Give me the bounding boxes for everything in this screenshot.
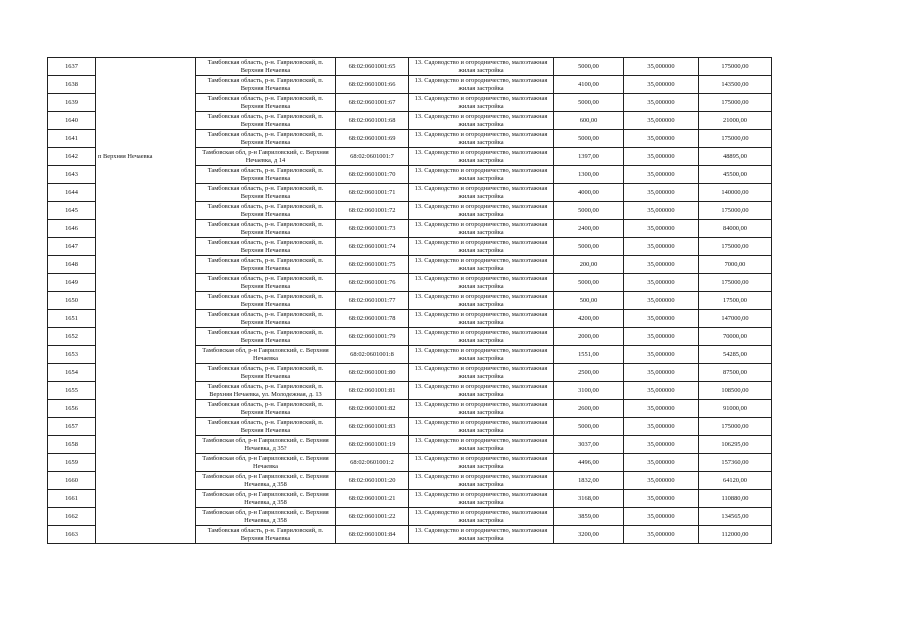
address-cell: Тамбовская область, р-н. Гавриловский, п. Верхняя Нечаевка [196,256,336,274]
area-cell: 2400,00 [554,220,624,238]
address-cell: Тамбовская обл, р-н Гавриловский, с. Верхняя Нечаевка, д 358 [196,508,336,526]
cadastral-number-cell: 68:02:0601001:76 [336,274,409,292]
cadastral-value-cell: 147000,00 [699,310,772,328]
rate-cell: 35,000000 [624,94,699,112]
locality-cell [96,400,196,418]
locality-cell [96,436,196,454]
cadastral-number-cell: 68:02:0601001:2 [336,454,409,472]
area-cell: 4200,00 [554,310,624,328]
land-use-cell: 13. Садоводство и огородничество, малоэтажная жилая застройка [409,526,554,544]
cadastral-number-cell: 68:02:0601001:72 [336,202,409,220]
land-value-table [47,57,772,544]
row-number: 1661 [48,490,96,508]
address-cell: Тамбовская область, р-н. Гавриловский, п. Верхняя Нечаевка [196,202,336,220]
address-cell: Тамбовская область, р-н. Гавриловский, п. Верхняя Нечаевка [196,130,336,148]
cadastral-number-cell: 68:02:0601001:66 [336,76,409,94]
row-number: 1648 [48,256,96,274]
locality-cell [96,508,196,526]
cadastral-value-cell: 175000,00 [699,274,772,292]
locality-cell [96,310,196,328]
table-row [48,202,772,220]
cadastral-value-cell: 175000,00 [699,130,772,148]
table-row [48,58,772,76]
address-cell: Тамбовская область, р-н. Гавриловский, п. Верхняя Нечаевка [196,274,336,292]
address-cell: Тамбовская область, р-н. Гавриловский, п. Верхняя Нечаевка, ул. Молодежная, д. 13 [196,382,336,400]
cadastral-value-cell: 17500,00 [699,292,772,310]
area-cell: 2000,00 [554,328,624,346]
row-number: 1650 [48,292,96,310]
row-number: 1658 [48,436,96,454]
land-use-cell: 13. Садоводство и огородничество, малоэтажная жилая застройка [409,58,554,76]
address-cell: Тамбовская обл, р-н Гавриловский, с. Верхняя Нечаевка, д 358 [196,472,336,490]
land-use-cell: 13. Садоводство и огородничество, малоэтажная жилая застройка [409,436,554,454]
cadastral-number-cell: 68:02:0601001:77 [336,292,409,310]
table-row [48,274,772,292]
locality-cell [96,166,196,184]
row-number: 1660 [48,472,96,490]
locality-cell [96,112,196,130]
land-use-cell: 13. Садоводство и огородничество, малоэтажная жилая застройка [409,418,554,436]
table-row [48,418,772,436]
area-cell: 2500,00 [554,364,624,382]
locality-cell [96,202,196,220]
address-cell: Тамбовская область, р-н. Гавриловский, п. Верхняя Нечаевка [196,238,336,256]
cadastral-value-cell: 108500,00 [699,382,772,400]
area-cell: 5000,00 [554,238,624,256]
row-number: 1656 [48,400,96,418]
table-row [48,220,772,238]
cadastral-number-cell: 68:02:0601001:21 [336,490,409,508]
address-cell: Тамбовская область, р-н. Гавриловский, п. Верхняя Нечаевка [196,58,336,76]
area-cell: 5000,00 [554,94,624,112]
area-cell: 500,00 [554,292,624,310]
rate-cell: 35,000000 [624,148,699,166]
row-number: 1663 [48,526,96,544]
address-cell: Тамбовская область, р-н. Гавриловский, п. Верхняя Нечаевка [196,526,336,544]
land-use-cell: 13. Садоводство и огородничество, малоэтажная жилая застройка [409,328,554,346]
land-use-cell: 13. Садоводство и огородничество, малоэтажная жилая застройка [409,454,554,472]
area-cell: 3859,00 [554,508,624,526]
rate-cell: 35,000000 [624,202,699,220]
land-use-cell: 13. Садоводство и огородничество, малоэтажная жилая застройка [409,148,554,166]
land-use-cell: 13. Садоводство и огородничество, малоэтажная жилая застройка [409,400,554,418]
cadastral-value-cell: 54285,00 [699,346,772,364]
cadastral-number-cell: 68:02:0601001:84 [336,526,409,544]
address-cell: Тамбовская обл, р-н Гавриловский, с. Верхняя Нечаевка [196,346,336,364]
area-cell: 3037,00 [554,436,624,454]
land-use-cell: 13. Садоводство и огородничество, малоэтажная жилая застройка [409,184,554,202]
cadastral-value-cell: 112000,00 [699,526,772,544]
row-number: 1642 [48,148,96,166]
rate-cell: 35,000000 [624,418,699,436]
area-cell: 4000,00 [554,184,624,202]
row-number: 1644 [48,184,96,202]
cadastral-number-cell: 68:02:0601001:7 [336,148,409,166]
cadastral-value-cell: 175000,00 [699,418,772,436]
cadastral-value-cell: 175000,00 [699,58,772,76]
land-use-cell: 13. Садоводство и огородничество, малоэтажная жилая застройка [409,508,554,526]
rate-cell: 35,000000 [624,58,699,76]
cadastral-number-cell: 68:02:0601001:79 [336,328,409,346]
row-number: 1657 [48,418,96,436]
address-cell: Тамбовская область, р-н. Гавриловский, п. Верхняя Нечаевка [196,184,336,202]
locality-cell [96,364,196,382]
locality-cell [96,472,196,490]
area-cell: 4100,00 [554,76,624,94]
cadastral-number-cell: 68:02:0601001:65 [336,58,409,76]
cadastral-number-cell: 68:02:0601001:74 [336,238,409,256]
address-cell: Тамбовская обл, р-н Гавриловский, с. Верхняя Нечаевка, д 14 [196,148,336,166]
rate-cell: 35,000000 [624,364,699,382]
table-body [48,58,772,544]
area-cell: 5000,00 [554,58,624,76]
locality-cell [96,292,196,310]
land-use-cell: 13. Садоводство и огородничество, малоэтажная жилая застройка [409,166,554,184]
cadastral-value-cell: 45500,00 [699,166,772,184]
locality-cell [96,76,196,94]
table-row [48,508,772,526]
address-cell: Тамбовская область, р-н. Гавриловский, п. Верхняя Нечаевка [196,112,336,130]
rate-cell: 35,000000 [624,346,699,364]
table-row [48,112,772,130]
cadastral-value-cell: 175000,00 [699,202,772,220]
table-row [48,184,772,202]
area-cell: 3100,00 [554,382,624,400]
rate-cell: 35,000000 [624,166,699,184]
cadastral-value-cell: 175000,00 [699,94,772,112]
area-cell: 600,00 [554,112,624,130]
row-number: 1638 [48,76,96,94]
table-row [48,76,772,94]
address-cell: Тамбовская обл, р-н Гавриловский, с. Верхняя Нечаевка, д 35? [196,436,336,454]
land-use-cell: 13. Садоводство и огородничество, малоэтажная жилая застройка [409,472,554,490]
row-number: 1647 [48,238,96,256]
address-cell: Тамбовская область, р-н. Гавриловский, п. Верхняя Нечаевка [196,94,336,112]
land-use-cell: 13. Садоводство и огородничество, малоэтажная жилая застройка [409,346,554,364]
cadastral-value-cell: 140000,00 [699,184,772,202]
cadastral-value-cell: 134565,00 [699,508,772,526]
cadastral-number-cell: 68:02:0601001:80 [336,364,409,382]
table-row [48,364,772,382]
area-cell: 1300,00 [554,166,624,184]
area-cell: 1551,00 [554,346,624,364]
row-number: 1659 [48,454,96,472]
locality-cell [96,238,196,256]
locality-cell [96,184,196,202]
land-use-cell: 13. Садоводство и огородничество, малоэтажная жилая застройка [409,490,554,508]
cadastral-value-cell: 143500,00 [699,76,772,94]
row-number: 1646 [48,220,96,238]
rate-cell: 35,000000 [624,220,699,238]
locality-cell [96,526,196,544]
row-number: 1645 [48,202,96,220]
address-cell: Тамбовская область, р-н. Гавриловский, п. Верхняя Нечаевка [196,166,336,184]
area-cell: 3168,00 [554,490,624,508]
land-use-cell: 13. Садоводство и огородничество, малоэтажная жилая застройка [409,76,554,94]
table-row [48,436,772,454]
locality-cell [96,58,196,76]
cadastral-number-cell: 68:02:0601001:71 [336,184,409,202]
rate-cell: 35,000000 [624,472,699,490]
row-number: 1662 [48,508,96,526]
locality-cell: п Верхняя Нечаевка [96,148,196,166]
locality-cell [96,382,196,400]
rate-cell: 35,000000 [624,274,699,292]
rate-cell: 35,000000 [624,400,699,418]
cadastral-value-cell: 7000,00 [699,256,772,274]
address-cell: Тамбовская область, р-н. Гавриловский, п. Верхняя Нечаевка [196,418,336,436]
cadastral-number-cell: 68:02:0601001:83 [336,418,409,436]
row-number: 1655 [48,382,96,400]
rate-cell: 35,000000 [624,76,699,94]
cadastral-value-cell: 87500,00 [699,364,772,382]
land-use-cell: 13. Садоводство и огородничество, малоэтажная жилая застройка [409,364,554,382]
table-row [48,328,772,346]
address-cell: Тамбовская область, р-н. Гавриловский, п. Верхняя Нечаевка [196,292,336,310]
cadastral-value-cell: 64120,00 [699,472,772,490]
table-row [48,130,772,148]
locality-cell [96,220,196,238]
cadastral-value-cell: 110880,00 [699,490,772,508]
cadastral-number-cell: 68:02:0601001:68 [336,112,409,130]
land-use-cell: 13. Садоводство и огородничество, малоэтажная жилая застройка [409,256,554,274]
rate-cell: 35,000000 [624,130,699,148]
cadastral-value-cell: 21000,00 [699,112,772,130]
cadastral-number-cell: 68:02:0601001:73 [336,220,409,238]
table-row [48,472,772,490]
address-cell: Тамбовская область, р-н. Гавриловский, п. Верхняя Нечаевка [196,400,336,418]
rate-cell: 35,000000 [624,184,699,202]
area-cell: 1397,00 [554,148,624,166]
cadastral-value-cell: 48895,00 [699,148,772,166]
land-use-cell: 13. Садоводство и огородничество, малоэтажная жилая застройка [409,238,554,256]
cadastral-number-cell: 68:02:0601001:22 [336,508,409,526]
locality-cell [96,328,196,346]
table-row [48,346,772,364]
area-cell: 1832,00 [554,472,624,490]
land-use-cell: 13. Садоводство и огородничество, малоэтажная жилая застройка [409,310,554,328]
land-use-cell: 13. Садоводство и огородничество, малоэтажная жилая застройка [409,112,554,130]
area-cell: 2600,00 [554,400,624,418]
rate-cell: 35,000000 [624,508,699,526]
rate-cell: 35,000000 [624,310,699,328]
row-number: 1639 [48,94,96,112]
table-row [48,454,772,472]
table-row [48,310,772,328]
address-cell: Тамбовская область, р-н. Гавриловский, п. Верхняя Нечаевка [196,310,336,328]
rate-cell: 35,000000 [624,112,699,130]
address-cell: Тамбовская обл, р-н Гавриловский, с. Верхняя Нечаевка, д 358 [196,490,336,508]
cadastral-value-cell: 84000,00 [699,220,772,238]
rate-cell: 35,000000 [624,490,699,508]
row-number: 1652 [48,328,96,346]
cadastral-number-cell: 68:02:0601001:69 [336,130,409,148]
cadastral-value-cell: 157360,00 [699,454,772,472]
row-number: 1653 [48,346,96,364]
rate-cell: 35,000000 [624,382,699,400]
cadastral-number-cell: 68:02:0601001:70 [336,166,409,184]
land-use-cell: 13. Садоводство и огородничество, малоэтажная жилая застройка [409,274,554,292]
cadastral-number-cell: 68:02:0601001:8 [336,346,409,364]
rate-cell: 35,000000 [624,256,699,274]
cadastral-number-cell: 68:02:0601001:78 [336,310,409,328]
area-cell: 200,00 [554,256,624,274]
locality-cell [96,454,196,472]
row-number: 1651 [48,310,96,328]
locality-cell [96,130,196,148]
area-cell: 5000,00 [554,274,624,292]
row-number: 1637 [48,58,96,76]
land-use-cell: 13. Садоводство и огородничество, малоэтажная жилая застройка [409,382,554,400]
cadastral-value-cell: 106295,00 [699,436,772,454]
table-row [48,292,772,310]
area-cell: 5000,00 [554,418,624,436]
locality-cell [96,418,196,436]
land-use-cell: 13. Садоводство и огородничество, малоэтажная жилая застройка [409,130,554,148]
row-number: 1640 [48,112,96,130]
locality-cell [96,94,196,112]
address-cell: Тамбовская область, р-н. Гавриловский, п. Верхняя Нечаевка [196,364,336,382]
table-row [48,94,772,112]
row-number: 1654 [48,364,96,382]
locality-cell [96,274,196,292]
address-cell: Тамбовская область, р-н. Гавриловский, п. Верхняя Нечаевка [196,220,336,238]
cadastral-number-cell: 68:02:0601001:67 [336,94,409,112]
cadastral-number-cell: 68:02:0601001:19 [336,436,409,454]
address-cell: Тамбовская область, р-н. Гавриловский, п. Верхняя Нечаевка [196,328,336,346]
table-row [48,382,772,400]
locality-cell [96,256,196,274]
land-use-cell: 13. Садоводство и огородничество, малоэтажная жилая застройка [409,220,554,238]
cadastral-value-cell: 70000,00 [699,328,772,346]
land-use-cell: 13. Садоводство и огородничество, малоэтажная жилая застройка [409,94,554,112]
locality-cell [96,346,196,364]
cadastral-number-cell: 68:02:0601001:20 [336,472,409,490]
cadastral-number-cell: 68:02:0601001:81 [336,382,409,400]
area-cell: 4496,00 [554,454,624,472]
address-cell: Тамбовская обл, р-н Гавриловский, с. Верхняя Нечаевка [196,454,336,472]
table-row [48,400,772,418]
rate-cell: 35,000000 [624,436,699,454]
table-row [48,166,772,184]
row-number: 1643 [48,166,96,184]
table-row [48,256,772,274]
table-row [48,148,772,166]
address-cell: Тамбовская область, р-н. Гавриловский, п. Верхняя Нечаевка [196,76,336,94]
rate-cell: 35,000000 [624,454,699,472]
rate-cell: 35,000000 [624,328,699,346]
land-use-cell: 13. Садоводство и огородничество, малоэтажная жилая застройка [409,292,554,310]
table-row [48,490,772,508]
area-cell: 5000,00 [554,202,624,220]
area-cell: 5000,00 [554,130,624,148]
table-row [48,238,772,256]
cadastral-value-cell: 175000,00 [699,238,772,256]
rate-cell: 35,000000 [624,526,699,544]
cadastral-value-cell: 91000,00 [699,400,772,418]
cadastral-number-cell: 68:02:0601001:82 [336,400,409,418]
row-number: 1649 [48,274,96,292]
row-number: 1641 [48,130,96,148]
rate-cell: 35,000000 [624,238,699,256]
rate-cell: 35,000000 [624,292,699,310]
locality-cell [96,490,196,508]
cadastral-number-cell: 68:02:0601001:75 [336,256,409,274]
land-use-cell: 13. Садоводство и огородничество, малоэтажная жилая застройка [409,202,554,220]
area-cell: 3200,00 [554,526,624,544]
table-row [48,526,772,544]
